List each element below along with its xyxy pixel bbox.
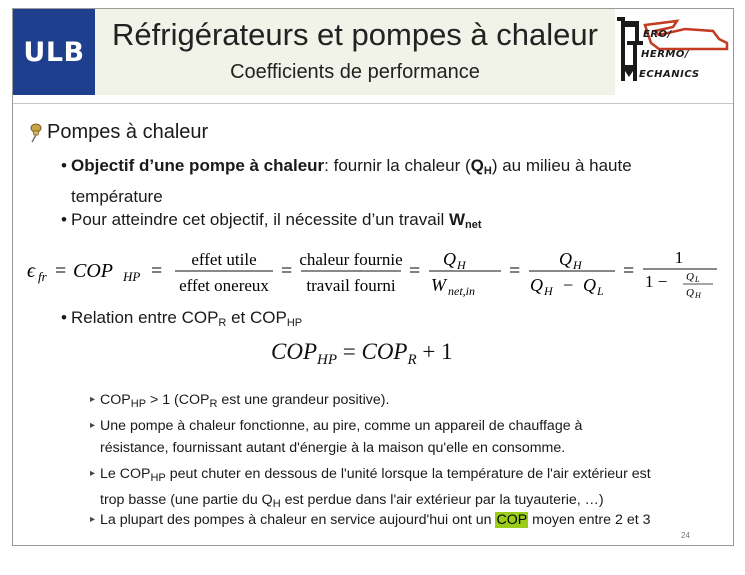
sb0-a-sub: HP	[130, 398, 147, 410]
title-band	[95, 9, 615, 95]
rel-cop-r-sub: R	[407, 352, 417, 368]
work-text: Pour atteindre cet objectif, il nécessite d’un travail	[71, 210, 449, 229]
w-subscript: net	[465, 219, 482, 231]
triangle-bullet-icon: ▸	[90, 394, 96, 405]
sb0-b: > 1 (COP	[146, 392, 210, 408]
frac1-num: effet utile	[191, 250, 257, 269]
frac5-inner-num: Q	[686, 271, 694, 283]
sb2-line2-sub: H	[272, 498, 281, 510]
sb0-b-sub: R	[209, 398, 218, 410]
relation-text: Relation entre COP	[71, 308, 219, 327]
logo-line-aero: ERO/	[643, 29, 672, 40]
frac3-den: W	[431, 275, 446, 295]
subbullet-worst-case	[90, 415, 730, 459]
header-divider	[13, 103, 733, 104]
frac4-den-b: Q	[583, 275, 596, 295]
relation-mid: et COP	[226, 308, 287, 327]
frac2-den: travail fourni	[306, 276, 396, 295]
section-heading	[27, 121, 208, 144]
frac3-num-sub: H	[457, 258, 466, 272]
objective-text-b: ) au milieu à haute	[491, 156, 632, 175]
frac5-inner-den-sub: H	[695, 291, 701, 300]
sb2-line2b: est perdue dans l'air extérieur par la tuyauterie, …)	[280, 492, 604, 508]
slide-header	[13, 9, 733, 95]
relation-sub-hp: HP	[286, 317, 303, 329]
section-heading-text: Pompes à chaleur	[47, 121, 209, 143]
sb1-line2: résistance, fournissant autant d'énergie à la maison qu'elle en consomme.	[100, 440, 566, 456]
frac5-den-a: 1 −	[645, 272, 668, 291]
triangle-bullet-icon: ▸	[90, 468, 96, 479]
sb1-line1: Une pompe à chaleur fonctionne, au pire, comme un appareil de chauffage à	[100, 418, 583, 434]
rel-tail: + 1	[416, 339, 453, 364]
sb3-a: La plupart des pompes à chaleur en service aujourd'hui ont un	[100, 512, 496, 528]
eq-sign-6: =	[623, 260, 635, 282]
rel-cop-hp-sub: HP	[317, 352, 337, 368]
logo-line-mechanics: ECHANICS	[639, 69, 700, 80]
sb2-b: peut chuter en dessous de l'unité lorsque la température de l'air extérieur est	[165, 466, 651, 482]
q-subscript: H	[483, 165, 492, 177]
relation-sub-r: R	[218, 317, 227, 329]
subbullet-cop-positive	[90, 389, 730, 415]
sb3-b: moyen entre 2 et 3	[528, 512, 651, 528]
objective-text-a: : fournir la chaleur (	[324, 156, 471, 175]
eq-sign-2: =	[151, 260, 163, 282]
bullet-dot: •	[61, 308, 67, 327]
bullet-dot: •	[61, 210, 67, 229]
rel-cop-r: COP	[361, 339, 408, 364]
frac1-den: effet onereux	[179, 276, 269, 295]
frac4-num-sub: H	[573, 258, 582, 272]
bullet-objective	[61, 153, 721, 210]
slide	[12, 8, 734, 546]
ulb-logo: ULB	[13, 9, 95, 95]
objective-bold: Objectif d’une pompe à chaleur	[71, 156, 325, 175]
subbullet-cop-drop	[90, 463, 730, 515]
subbullet-typical-cop	[90, 509, 730, 531]
triangle-bullet-icon: ▸	[90, 420, 96, 431]
rel-cop-hp: COP	[271, 339, 317, 364]
eq-sign-3: =	[281, 260, 293, 282]
q-symbol: Q	[470, 156, 484, 175]
frac3-den-sub: net,in	[448, 284, 475, 298]
cop-hp-equation	[27, 239, 727, 301]
frac4-den-a-sub: H	[544, 284, 553, 298]
triangle-bullet-icon: ▸	[90, 514, 96, 525]
bullet-work	[61, 207, 721, 238]
eq-epsilon: ϵ	[27, 260, 36, 282]
page-number: 24	[681, 531, 690, 540]
frac4-num: Q	[559, 249, 572, 269]
relation-equation	[271, 339, 453, 369]
rel-eq: =	[337, 339, 362, 364]
pushpin-icon	[27, 123, 43, 143]
slide-subtitle: Coefficients de performance	[230, 61, 480, 83]
sb0-a: COP	[100, 392, 131, 408]
frac3-num: Q	[443, 249, 456, 269]
sb0-c: est une grandeur positive).	[217, 392, 390, 408]
frac5-inner-num-sub: L	[695, 275, 700, 284]
frac4-den-a: Q	[530, 275, 543, 295]
frac5-num: 1	[674, 248, 684, 267]
eq-cop: COP	[73, 260, 113, 282]
frac4-den-op: −	[563, 275, 574, 295]
atm-logo	[615, 9, 733, 95]
bullet-relation	[61, 305, 721, 336]
eq-epsilon-sub: fr	[38, 269, 47, 284]
sb2-a-sub: HP	[150, 472, 166, 484]
eq-cop-sub: HP	[123, 269, 141, 284]
frac2-num: chaleur fournie	[299, 250, 403, 269]
eq-sign-1: =	[55, 260, 67, 282]
objective-line2: température	[71, 187, 163, 206]
highlighted-cop: COP	[496, 512, 528, 528]
w-symbol: W	[448, 210, 466, 229]
eq-sign-5: =	[509, 260, 521, 282]
sb2-line2a: trop basse (une partie du Q	[100, 492, 273, 508]
slide-title: Réfrigérateurs et pompes à chaleur	[112, 17, 598, 52]
frac5-inner-den: Q	[686, 287, 694, 299]
bullet-dot: •	[61, 156, 67, 175]
eq-sign-4: =	[409, 260, 421, 282]
logo-line-thermo: HERMO/	[641, 49, 690, 60]
sb2-a: Le COP	[100, 466, 151, 482]
frac4-den-b-sub: L	[597, 284, 604, 298]
